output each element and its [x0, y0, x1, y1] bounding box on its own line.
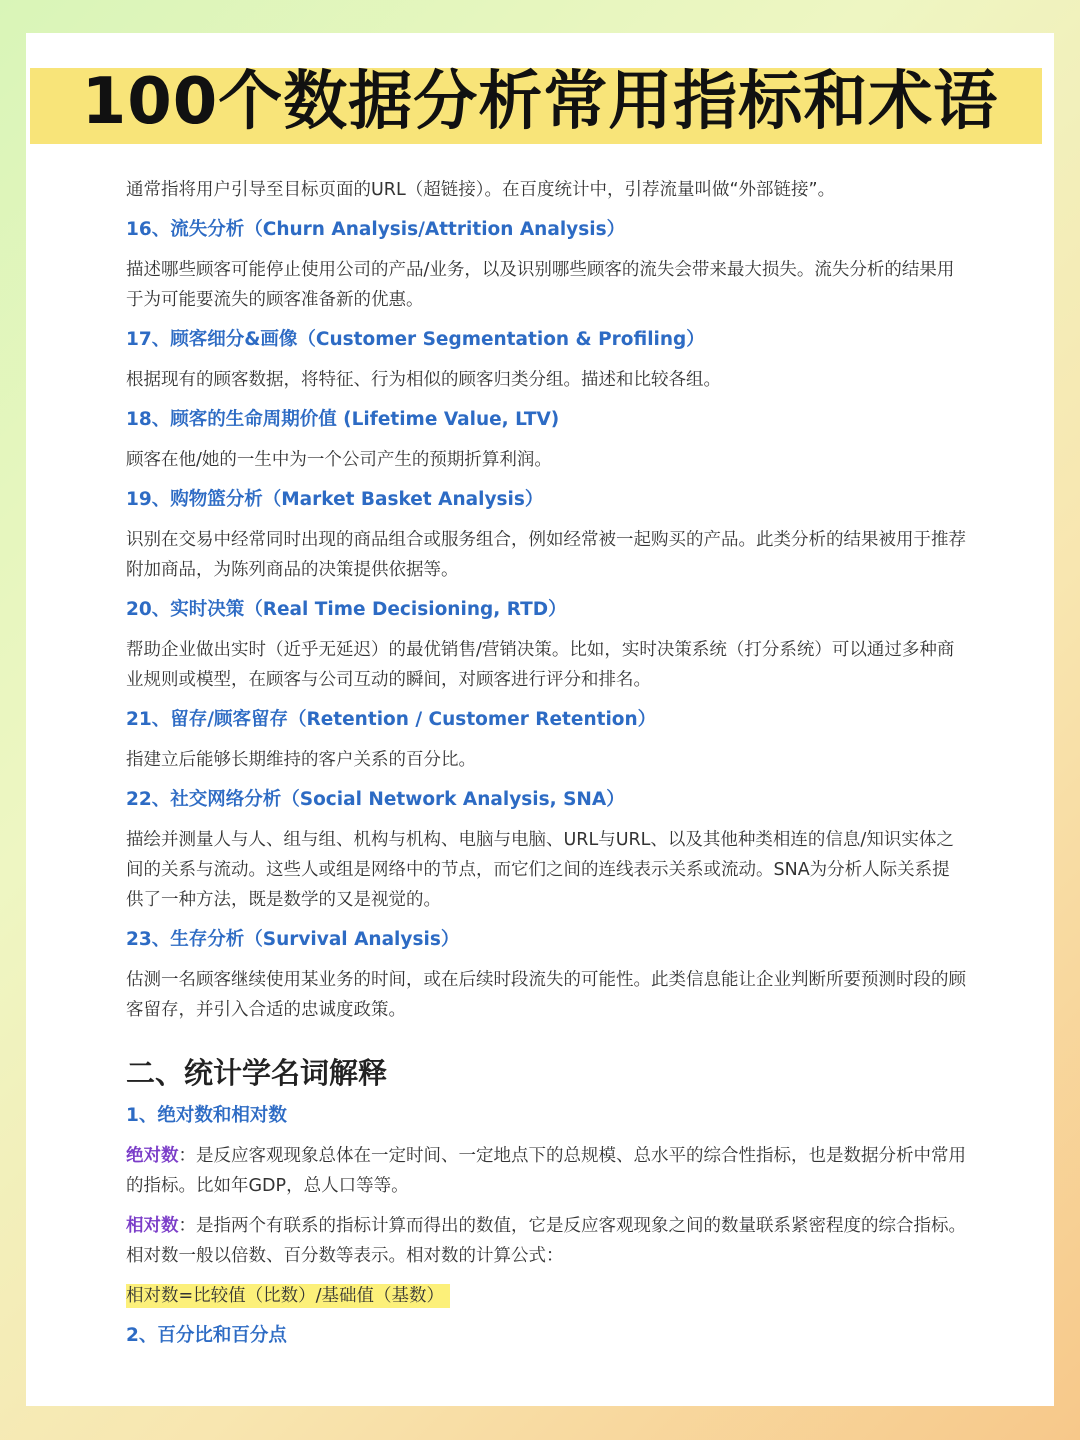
highlighted-formula: 相对数=比较值（比数）/基础值（基数）	[126, 1284, 450, 1308]
term-heading: 19、购物篮分析（Market Basket Analysis）	[126, 489, 544, 510]
term-item	[126, 325, 966, 395]
page-title: 100个数据分析常用指标和术语	[81, 65, 999, 139]
term-item	[126, 785, 966, 915]
term-heading: 20、实时决策（Real Time Decisioning, RTD）	[126, 599, 567, 620]
term-heading: 17、顾客细分&画像（Customer Segmentation & Profiling）	[126, 329, 705, 350]
term-item	[126, 925, 966, 1025]
relative-number-body: ：是指两个有联系的指标计算而得出的数值，它是反应客观现象之间的数量联系紧密程度的综合指标。相对数一般以倍数、百分数等表示。相对数的计算公式：	[126, 1216, 966, 1266]
subsection-heading: 2、百分比和百分点	[126, 1325, 287, 1346]
absolute-number-body: ：是反应客观现象总体在一定时间、一定地点下的总规模、总水平的综合性指标，也是数据分析中常用的指标。比如年GDP，总人口等等。	[126, 1146, 966, 1196]
formula-line	[126, 1281, 966, 1311]
section-title: 二、统计学名词解释	[126, 1056, 388, 1090]
term-heading: 23、生存分析（Survival Analysis）	[126, 929, 460, 950]
term-heading: 22、社交网络分析（Social Network Analysis, SNA）	[126, 789, 625, 810]
term-description: 估测一名顾客继续使用某业务的时间，或在后续时段流失的可能性。此类信息能让企业判断所要预测时段的顾客留存，并引入合适的忠诚度政策。	[126, 970, 966, 1020]
term-description: 帮助企业做出实时（近乎无延迟）的最优销售/营销决策。比如，实时决策系统（打分系统）可以通过多种商业规则或模型，在顾客与公司互动的瞬间，对顾客进行评分和排名。	[126, 640, 955, 690]
term-heading: 16、流失分析（Churn Analysis/Attrition Analysis）	[126, 219, 626, 240]
absolute-number-definition	[126, 1141, 966, 1201]
term-item	[126, 215, 966, 315]
term-description: 指建立后能够长期维持的客户关系的百分比。	[126, 750, 476, 770]
relative-number-definition	[126, 1211, 966, 1271]
absolute-number-term: 绝对数	[126, 1146, 179, 1166]
term-description: 识别在交易中经常同时出现的商品组合或服务组合，例如经常被一起购买的产品。此类分析的结果被用于推荐附加商品，为陈列商品的决策提供依据等。	[126, 530, 966, 580]
term-description: 顾客在他/她的一生中为一个公司产生的预期折算利润。	[126, 450, 552, 470]
term-item	[126, 595, 966, 695]
term-description: 描绘并测量人与人、组与组、机构与机构、电脑与电脑、URL与URL、以及其他种类相连的信息/知识实体之间的关系与流动。这些人或组是网络中的节点，而它们之间的连线表示关系或流动。SNA为分析人际关系提供了一种方法，既是数学的又是视觉的。	[126, 830, 954, 910]
relative-number-term: 相对数	[126, 1216, 179, 1236]
document-content	[126, 175, 966, 1361]
term-description: 描述哪些顾客可能停止使用公司的产品/业务，以及识别哪些顾客的流失会带来最大损失。流失分析的结果用于为可能要流失的顾客准备新的优惠。	[126, 260, 955, 310]
term-item	[126, 485, 966, 585]
term-description: 根据现有的顾客数据，将特征、行为相似的顾客归类分组。描述和比较各组。	[126, 370, 721, 390]
term-heading: 18、顾客的生命周期价值 (Lifetime Value, LTV)	[126, 409, 560, 430]
term-item	[126, 705, 966, 775]
subsection-heading: 1、绝对数和相对数	[126, 1105, 287, 1126]
intro-paragraph: 通常指将用户引导至目标页面的URL（超链接）。在百度统计中，引荐流量叫做“外部链接”。	[126, 180, 836, 200]
term-item	[126, 405, 966, 475]
term-heading: 21、留存/顾客留存（Retention / Customer Retention）	[126, 709, 657, 730]
